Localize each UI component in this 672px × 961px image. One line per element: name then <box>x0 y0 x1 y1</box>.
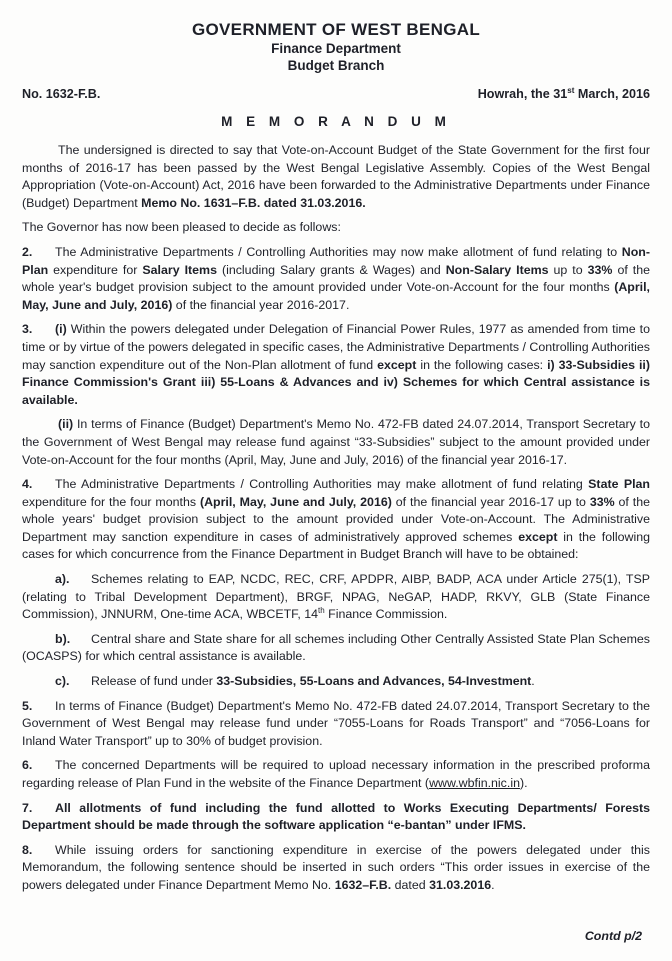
text-run: ). <box>519 776 528 790</box>
para-5 <box>22 698 650 751</box>
text-run: Salary Items <box>142 262 217 277</box>
text-run: i) 33-Subsidies ii) Finance Commission's Grant iii) 55-Loans & Advances and iv) Schemes for which Central assistance is available. <box>22 357 651 407</box>
text-run: (April, May, June and July, 2016) <box>22 280 650 312</box>
text-run: . <box>491 877 495 892</box>
text-run: In terms of Finance (Budget) Department's Memo No. 472-FB dated 24.07.2014, Transport Secretary to the Government of West Bengal may release fund against “33-Subsidies” subject to the amount provided under Vote-on-Account for the four months (April, May, June and July, 2016) of the financial year 2016-17. <box>22 417 650 467</box>
text-run: State Plan <box>588 477 650 492</box>
text-run: Memo No. 1631–F.B. dated 31.03.2016. <box>141 195 366 210</box>
text-run: Non-Plan <box>22 244 650 277</box>
text-run: except <box>377 357 417 372</box>
continued-note: Contd p/2 <box>584 929 642 943</box>
text-run: st <box>567 85 575 95</box>
para-4c <box>22 673 650 691</box>
text-run: Finance Commission. <box>324 607 448 622</box>
text-run: up to <box>548 262 588 277</box>
item-number: 7. <box>22 800 33 815</box>
text-run: of the whole year's budget provision subject to the amount provided under Vote-on-Account for the four months <box>22 262 651 295</box>
text-run: expenditure for the four months <box>22 494 200 509</box>
text-run: 31.03.2016 <box>429 877 492 892</box>
text-run: expenditure for <box>48 262 143 277</box>
text-run: March, 2016 <box>574 87 650 101</box>
item-number: c). <box>55 674 70 689</box>
text-run: of the financial year 2016-17 up to <box>391 494 590 509</box>
item-number: 6. <box>22 758 33 773</box>
text-run: Central share and State share for all schemes including Other Centrally Assisted State Plan Schemes (OCASPS) for which central assistance is available. <box>22 631 650 664</box>
text-run: dated <box>391 877 430 892</box>
para-4b <box>22 631 650 666</box>
para-intro <box>22 142 650 212</box>
text-run: 33-Subsidies, 55-Loans and Advances, 54-Investment <box>216 674 532 689</box>
document-body <box>22 142 650 895</box>
text-run: of the whole years' budget provision subject to the amount provided under Vote-on-Account. The Administrative Department may sanction expenditure in cases of administratively approved schemes <box>22 494 650 544</box>
text-run: The Governor has now been pleased to decide as follows: <box>22 220 341 235</box>
para-3ii <box>22 416 650 469</box>
text-run: (ii) <box>58 417 74 432</box>
branch-name: Budget Branch <box>287 58 385 73</box>
memo-number: No. 1632-F.B. <box>22 87 101 101</box>
text-run: The undersigned is directed to say that Vote-on-Account Budget of the State Government for the first four months of 2016-17 has been passed by the West Bengal Legislative Assembly. Copies of the West Bengal Appropriation (Vote-on-Account) Act, 2016 have been forwarded to the Administrative Departments under Finance (Budget) Department <box>22 143 650 210</box>
para-6 <box>22 757 650 792</box>
text-run: In terms of Finance (Budget) Department's Memo No. 472-FB dated 24.07.2014, Transport Secretary to the Government of West Bengal may release fund under “7055-Loans for Roads Transport” and “7056-Loans for Inland Water Transport” up to 30% of budget provision. <box>22 698 650 748</box>
text-run: except <box>518 529 558 544</box>
text-run: 33% <box>587 262 613 277</box>
text-run: 1632–F.B. <box>334 877 392 892</box>
item-number: 2. <box>22 244 33 259</box>
text-run: Howrah, the 31 <box>477 87 568 101</box>
item-number: 8. <box>22 842 33 857</box>
text-run: All allotments of fund including the fund allotted to Works Executing Departments/ Forests Department should be made through the software application “e-bantan” under IFMS. <box>22 800 650 833</box>
reference-row <box>22 87 650 101</box>
item-number: 3. <box>22 322 33 337</box>
text-run: (including Salary grants & Wages) and <box>216 262 446 277</box>
text-run: th <box>318 606 325 616</box>
item-number: b). <box>55 631 71 646</box>
para-4 <box>22 476 650 564</box>
text-run: Schemes relating to EAP, NCDC, REC, CRF, APDPR, AIBP, BADP, ACA under Article 275(1), TSP (relating to Tribal Development Department), BRGF, NPAG, NeGAP, HADP, RKVY, GLB (State Finance Commission), JNNURM, One-time ACA, WBCETF, 14 <box>22 572 650 622</box>
text-run: The Administrative Departments / Controlling Authorities may now make allotment of fund relating to <box>55 244 622 259</box>
para-2 <box>22 244 650 314</box>
memorandum-heading: M E M O R A N D U M <box>221 114 451 129</box>
para-8 <box>22 842 650 895</box>
text-run: Non-Salary Items <box>445 262 549 277</box>
text-run: Within the powers delegated under Delegation of Financial Power Rules, 1977 as amended from time to time or by virtue of the powers delegated in specific cases, the Administrative Departments / Controlling Authorities may sanction expenditure out of the Non-Plan allotment of fund <box>22 322 650 372</box>
item-number: 4. <box>22 477 33 492</box>
text-run: in the following cases: <box>416 357 548 372</box>
text-run: 33% <box>589 494 615 509</box>
website-link: www.wbfin.nic.in <box>429 776 520 790</box>
text-run: Release of fund under <box>91 674 217 689</box>
para-4a <box>22 571 650 624</box>
government-title: GOVERNMENT OF WEST BENGAL <box>192 20 480 39</box>
text-run: The Administrative Departments / Controlling Authorities may make allotment of fund relating <box>55 477 589 492</box>
place-and-date <box>478 87 650 101</box>
text-run: (i) <box>55 322 67 337</box>
item-number: 5. <box>22 698 33 713</box>
para-governor <box>22 219 650 237</box>
text-run: The concerned Departments will be required to upload necessary information in the prescribed proforma regarding release of Plan Fund in the website of the Finance Department ( <box>22 758 650 790</box>
text-run: . <box>531 674 535 689</box>
document-header <box>22 20 650 74</box>
item-number: a). <box>55 572 70 587</box>
para-7 <box>22 800 650 835</box>
para-3i <box>22 321 650 409</box>
text-run: While issuing orders for sanctioning expenditure in exercise of the powers delegated under this Memorandum, the following sentence should be inserted in such orders “This order issues in exercise of the powers delegated under Finance Department Memo No. <box>22 842 650 892</box>
text-run: of the financial year 2016-2017. <box>172 297 350 312</box>
text-run: (April, May, June and July, 2016) <box>199 494 392 509</box>
text-run: in the following cases for which concurrence from the Finance Department in Budget Branch will have to be obtained: <box>22 529 650 562</box>
department-name: Finance Department <box>271 41 401 56</box>
